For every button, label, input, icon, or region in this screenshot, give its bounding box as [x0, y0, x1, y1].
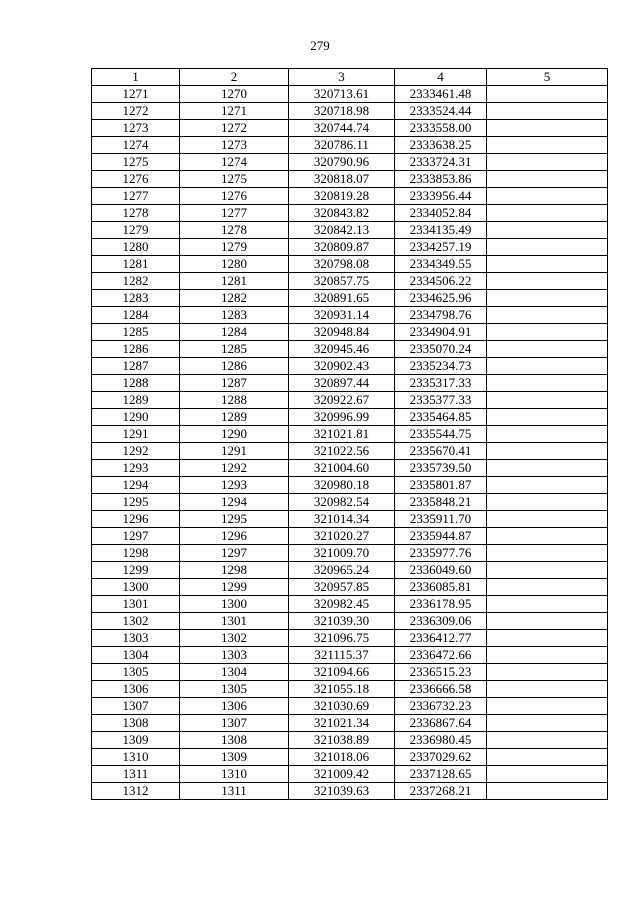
note-cell	[487, 579, 608, 596]
point-number-cell: 1293	[92, 460, 180, 477]
previous-point-cell: 1304	[180, 664, 289, 681]
y-coordinate-cell: 2336732.23	[395, 698, 487, 715]
point-number-cell: 1278	[92, 205, 180, 222]
note-cell	[487, 681, 608, 698]
y-coordinate-cell: 2334904.91	[395, 324, 487, 341]
y-coordinate-cell: 2335377.33	[395, 392, 487, 409]
previous-point-cell: 1271	[180, 103, 289, 120]
table-row	[92, 171, 608, 188]
table-row	[92, 664, 608, 681]
previous-point-cell: 1274	[180, 154, 289, 171]
x-coordinate-cell: 321030.69	[289, 698, 395, 715]
x-coordinate-cell: 321022.56	[289, 443, 395, 460]
note-cell	[487, 273, 608, 290]
point-number-cell: 1304	[92, 647, 180, 664]
y-coordinate-cell: 2335739.50	[395, 460, 487, 477]
previous-point-cell: 1301	[180, 613, 289, 630]
table-row	[92, 579, 608, 596]
note-cell	[487, 494, 608, 511]
point-number-cell: 1272	[92, 103, 180, 120]
y-coordinate-cell: 2334349.55	[395, 256, 487, 273]
point-number-cell: 1280	[92, 239, 180, 256]
previous-point-cell: 1305	[180, 681, 289, 698]
x-coordinate-cell: 321115.37	[289, 647, 395, 664]
y-coordinate-cell: 2333461.48	[395, 86, 487, 103]
x-coordinate-cell: 320982.54	[289, 494, 395, 511]
note-cell	[487, 732, 608, 749]
point-number-cell: 1291	[92, 426, 180, 443]
note-cell	[487, 375, 608, 392]
x-coordinate-cell: 320843.82	[289, 205, 395, 222]
x-coordinate-cell: 320996.99	[289, 409, 395, 426]
y-coordinate-cell: 2335977.76	[395, 545, 487, 562]
x-coordinate-cell: 320945.46	[289, 341, 395, 358]
header-col-3: 3	[289, 69, 395, 86]
x-coordinate-cell: 321009.42	[289, 766, 395, 783]
point-number-cell: 1289	[92, 392, 180, 409]
header-col-1: 1	[92, 69, 180, 86]
note-cell	[487, 290, 608, 307]
previous-point-cell: 1270	[180, 86, 289, 103]
previous-point-cell: 1276	[180, 188, 289, 205]
x-coordinate-cell: 321009.70	[289, 545, 395, 562]
point-number-cell: 1298	[92, 545, 180, 562]
point-number-cell: 1281	[92, 256, 180, 273]
y-coordinate-cell: 2337029.62	[395, 749, 487, 766]
note-cell	[487, 171, 608, 188]
y-coordinate-cell: 2335464.85	[395, 409, 487, 426]
note-cell	[487, 137, 608, 154]
y-coordinate-cell: 2336085.81	[395, 579, 487, 596]
table-row	[92, 120, 608, 137]
point-number-cell: 1309	[92, 732, 180, 749]
y-coordinate-cell: 2333956.44	[395, 188, 487, 205]
y-coordinate-cell: 2335944.87	[395, 528, 487, 545]
y-coordinate-cell: 2334798.76	[395, 307, 487, 324]
previous-point-cell: 1280	[180, 256, 289, 273]
y-coordinate-cell: 2335070.24	[395, 341, 487, 358]
x-coordinate-cell: 320982.45	[289, 596, 395, 613]
table-row	[92, 392, 608, 409]
point-number-cell: 1301	[92, 596, 180, 613]
note-cell	[487, 205, 608, 222]
note-cell	[487, 443, 608, 460]
y-coordinate-cell: 2336867.64	[395, 715, 487, 732]
x-coordinate-cell: 320713.61	[289, 86, 395, 103]
y-coordinate-cell: 2336412.77	[395, 630, 487, 647]
x-coordinate-cell: 320897.44	[289, 375, 395, 392]
table-row	[92, 103, 608, 120]
previous-point-cell: 1311	[180, 783, 289, 800]
table-row	[92, 783, 608, 800]
table-row	[92, 477, 608, 494]
note-cell	[487, 341, 608, 358]
point-number-cell: 1275	[92, 154, 180, 171]
point-number-cell: 1276	[92, 171, 180, 188]
note-cell	[487, 749, 608, 766]
previous-point-cell: 1297	[180, 545, 289, 562]
x-coordinate-cell: 321039.30	[289, 613, 395, 630]
previous-point-cell: 1296	[180, 528, 289, 545]
table-row	[92, 562, 608, 579]
previous-point-cell: 1292	[180, 460, 289, 477]
header-col-4: 4	[395, 69, 487, 86]
previous-point-cell: 1299	[180, 579, 289, 596]
table-row	[92, 715, 608, 732]
note-cell	[487, 545, 608, 562]
x-coordinate-cell: 321021.81	[289, 426, 395, 443]
y-coordinate-cell: 2334257.19	[395, 239, 487, 256]
point-number-cell: 1285	[92, 324, 180, 341]
x-coordinate-cell: 321039.63	[289, 783, 395, 800]
table-row	[92, 630, 608, 647]
point-number-cell: 1311	[92, 766, 180, 783]
previous-point-cell: 1294	[180, 494, 289, 511]
table-row	[92, 460, 608, 477]
table-row	[92, 222, 608, 239]
table-row	[92, 545, 608, 562]
point-number-cell: 1302	[92, 613, 180, 630]
previous-point-cell: 1306	[180, 698, 289, 715]
point-number-cell: 1290	[92, 409, 180, 426]
point-number-cell: 1277	[92, 188, 180, 205]
table-row	[92, 647, 608, 664]
point-number-cell: 1294	[92, 477, 180, 494]
previous-point-cell: 1277	[180, 205, 289, 222]
note-cell	[487, 120, 608, 137]
point-number-cell: 1307	[92, 698, 180, 715]
point-number-cell: 1300	[92, 579, 180, 596]
x-coordinate-cell: 321021.34	[289, 715, 395, 732]
table-row	[92, 273, 608, 290]
point-number-cell: 1287	[92, 358, 180, 375]
previous-point-cell: 1309	[180, 749, 289, 766]
point-number-cell: 1299	[92, 562, 180, 579]
coordinates-table	[91, 68, 608, 800]
table-row	[92, 307, 608, 324]
table-row	[92, 596, 608, 613]
point-number-cell: 1312	[92, 783, 180, 800]
y-coordinate-cell: 2336178.95	[395, 596, 487, 613]
x-coordinate-cell: 320957.85	[289, 579, 395, 596]
point-number-cell: 1306	[92, 681, 180, 698]
table-row	[92, 409, 608, 426]
note-cell	[487, 103, 608, 120]
x-coordinate-cell: 321020.27	[289, 528, 395, 545]
point-number-cell: 1271	[92, 86, 180, 103]
table-row	[92, 766, 608, 783]
y-coordinate-cell: 2337268.21	[395, 783, 487, 800]
table-body	[92, 86, 608, 800]
x-coordinate-cell: 320809.87	[289, 239, 395, 256]
point-number-cell: 1295	[92, 494, 180, 511]
previous-point-cell: 1291	[180, 443, 289, 460]
note-cell	[487, 596, 608, 613]
x-coordinate-cell: 320790.96	[289, 154, 395, 171]
y-coordinate-cell: 2336049.60	[395, 562, 487, 579]
table-row	[92, 494, 608, 511]
note-cell	[487, 647, 608, 664]
table-row	[92, 749, 608, 766]
header-col-5: 5	[487, 69, 608, 86]
x-coordinate-cell: 320842.13	[289, 222, 395, 239]
table-row	[92, 188, 608, 205]
note-cell	[487, 86, 608, 103]
x-coordinate-cell: 320857.75	[289, 273, 395, 290]
note-cell	[487, 426, 608, 443]
x-coordinate-cell: 320718.98	[289, 103, 395, 120]
point-number-cell: 1303	[92, 630, 180, 647]
point-number-cell: 1292	[92, 443, 180, 460]
y-coordinate-cell: 2334135.49	[395, 222, 487, 239]
y-coordinate-cell: 2336472.66	[395, 647, 487, 664]
previous-point-cell: 1300	[180, 596, 289, 613]
note-cell	[487, 409, 608, 426]
point-number-cell: 1273	[92, 120, 180, 137]
point-number-cell: 1308	[92, 715, 180, 732]
x-coordinate-cell: 321004.60	[289, 460, 395, 477]
table-row	[92, 358, 608, 375]
previous-point-cell: 1275	[180, 171, 289, 188]
y-coordinate-cell: 2334506.22	[395, 273, 487, 290]
previous-point-cell: 1282	[180, 290, 289, 307]
y-coordinate-cell: 2336980.45	[395, 732, 487, 749]
y-coordinate-cell: 2336309.06	[395, 613, 487, 630]
table-row	[92, 426, 608, 443]
previous-point-cell: 1278	[180, 222, 289, 239]
x-coordinate-cell: 321018.06	[289, 749, 395, 766]
table-row	[92, 341, 608, 358]
table-row	[92, 290, 608, 307]
table-row	[92, 681, 608, 698]
x-coordinate-cell: 321038.89	[289, 732, 395, 749]
y-coordinate-cell: 2335848.21	[395, 494, 487, 511]
x-coordinate-cell: 320931.14	[289, 307, 395, 324]
y-coordinate-cell: 2335911.70	[395, 511, 487, 528]
point-number-cell: 1284	[92, 307, 180, 324]
header-col-2: 2	[180, 69, 289, 86]
x-coordinate-cell: 320818.07	[289, 171, 395, 188]
previous-point-cell: 1298	[180, 562, 289, 579]
note-cell	[487, 528, 608, 545]
note-cell	[487, 562, 608, 579]
previous-point-cell: 1289	[180, 409, 289, 426]
x-coordinate-cell: 321055.18	[289, 681, 395, 698]
table-row	[92, 154, 608, 171]
previous-point-cell: 1307	[180, 715, 289, 732]
x-coordinate-cell: 321094.66	[289, 664, 395, 681]
y-coordinate-cell: 2335234.73	[395, 358, 487, 375]
x-coordinate-cell: 320819.28	[289, 188, 395, 205]
y-coordinate-cell: 2333724.31	[395, 154, 487, 171]
table-row	[92, 443, 608, 460]
previous-point-cell: 1293	[180, 477, 289, 494]
previous-point-cell: 1295	[180, 511, 289, 528]
y-coordinate-cell: 2333638.25	[395, 137, 487, 154]
point-number-cell: 1282	[92, 273, 180, 290]
y-coordinate-cell: 2337128.65	[395, 766, 487, 783]
note-cell	[487, 460, 608, 477]
x-coordinate-cell: 321096.75	[289, 630, 395, 647]
note-cell	[487, 715, 608, 732]
note-cell	[487, 222, 608, 239]
table-row	[92, 375, 608, 392]
note-cell	[487, 783, 608, 800]
previous-point-cell: 1290	[180, 426, 289, 443]
table-row	[92, 324, 608, 341]
header-row	[92, 69, 608, 86]
point-number-cell: 1283	[92, 290, 180, 307]
point-number-cell: 1274	[92, 137, 180, 154]
table-header	[92, 69, 608, 86]
y-coordinate-cell: 2333558.00	[395, 120, 487, 137]
page-number: 279	[310, 38, 330, 53]
point-number-cell: 1288	[92, 375, 180, 392]
note-cell	[487, 664, 608, 681]
x-coordinate-cell: 320891.65	[289, 290, 395, 307]
note-cell	[487, 307, 608, 324]
x-coordinate-cell: 320902.43	[289, 358, 395, 375]
x-coordinate-cell: 320744.74	[289, 120, 395, 137]
previous-point-cell: 1308	[180, 732, 289, 749]
previous-point-cell: 1273	[180, 137, 289, 154]
point-number-cell: 1296	[92, 511, 180, 528]
note-cell	[487, 188, 608, 205]
previous-point-cell: 1272	[180, 120, 289, 137]
note-cell	[487, 511, 608, 528]
point-number-cell: 1305	[92, 664, 180, 681]
y-coordinate-cell: 2333524.44	[395, 103, 487, 120]
previous-point-cell: 1284	[180, 324, 289, 341]
table-row	[92, 205, 608, 222]
note-cell	[487, 239, 608, 256]
y-coordinate-cell: 2335317.33	[395, 375, 487, 392]
table-row	[92, 613, 608, 630]
previous-point-cell: 1281	[180, 273, 289, 290]
x-coordinate-cell: 320965.24	[289, 562, 395, 579]
y-coordinate-cell: 2335544.75	[395, 426, 487, 443]
previous-point-cell: 1286	[180, 358, 289, 375]
table-row	[92, 528, 608, 545]
y-coordinate-cell: 2333853.86	[395, 171, 487, 188]
table-row	[92, 256, 608, 273]
note-cell	[487, 630, 608, 647]
point-number-cell: 1297	[92, 528, 180, 545]
previous-point-cell: 1303	[180, 647, 289, 664]
note-cell	[487, 766, 608, 783]
previous-point-cell: 1283	[180, 307, 289, 324]
x-coordinate-cell: 320922.67	[289, 392, 395, 409]
point-number-cell: 1279	[92, 222, 180, 239]
x-coordinate-cell: 320798.08	[289, 256, 395, 273]
note-cell	[487, 613, 608, 630]
x-coordinate-cell: 320980.18	[289, 477, 395, 494]
y-coordinate-cell: 2336515.23	[395, 664, 487, 681]
previous-point-cell: 1285	[180, 341, 289, 358]
y-coordinate-cell: 2334052.84	[395, 205, 487, 222]
previous-point-cell: 1287	[180, 375, 289, 392]
x-coordinate-cell: 321014.34	[289, 511, 395, 528]
table-row	[92, 732, 608, 749]
note-cell	[487, 256, 608, 273]
note-cell	[487, 358, 608, 375]
y-coordinate-cell: 2335801.87	[395, 477, 487, 494]
y-coordinate-cell: 2336666.58	[395, 681, 487, 698]
table-row	[92, 239, 608, 256]
note-cell	[487, 324, 608, 341]
point-number-cell: 1286	[92, 341, 180, 358]
table-row	[92, 86, 608, 103]
table-row	[92, 698, 608, 715]
x-coordinate-cell: 320786.11	[289, 137, 395, 154]
previous-point-cell: 1310	[180, 766, 289, 783]
previous-point-cell: 1279	[180, 239, 289, 256]
note-cell	[487, 477, 608, 494]
point-number-cell: 1310	[92, 749, 180, 766]
table-row	[92, 137, 608, 154]
note-cell	[487, 698, 608, 715]
table-row	[92, 511, 608, 528]
y-coordinate-cell: 2334625.96	[395, 290, 487, 307]
note-cell	[487, 154, 608, 171]
x-coordinate-cell: 320948.84	[289, 324, 395, 341]
previous-point-cell: 1302	[180, 630, 289, 647]
y-coordinate-cell: 2335670.41	[395, 443, 487, 460]
previous-point-cell: 1288	[180, 392, 289, 409]
note-cell	[487, 392, 608, 409]
